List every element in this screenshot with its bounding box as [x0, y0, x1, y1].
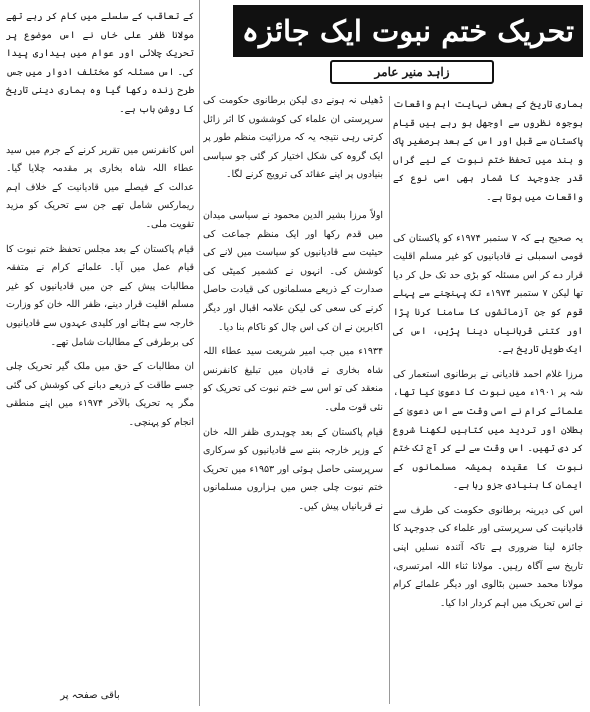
article-title: تحریک ختم نبوت ایک جائزہ — [233, 5, 583, 57]
article-column-left — [6, 8, 194, 682]
column-paragraph: اولاً مرزا بشیر الدین محمود نے سیاسی میدان میں قدم رکھا اور ایک منظم جماعت کی حیثیت سے قادیانیوں کو سیاست میں لانے کی کوشش کی۔ انہوں نے کشمیر کمیٹی کی صدارت کے ذریعے مسلمانوں کی قیادت حاصل کرنے کی سعی کی لیکن علامہ اقبال اور دیگر اکابرین نے ان کی اس چال کو ناکام بنا دیا۔ — [203, 209, 383, 333]
column-paragraph: یہ صحیح ہے کہ ۷ ستمبر ۱۹۷۴ء کو پاکستان کی قومی اسمبلی نے قادیانیوں کو غیر مسلم اقلیت قرار دے کر اس مسئلہ کو بڑی حد تک حل کر دیا تھا لیکن ۷ ستمبر ۱۹۷۴ء تک پہنچنے سے پہلے قوم کو جن آزمائشوں کا سامنا کرنا پڑا اور کتنی قربانیاں دینا پڑیں، اس کی ایک طویل تاریخ ہے۔ — [393, 232, 583, 356]
column-paragraph: مرزا غلام احمد قادیانی نے برطانوی استعمار کی شہ پر ۱۹۰۱ء میں نبوت کا دعویٰ کیا تھا، علمائے کرام نے اسی وقت سے اس دعویٰ کے بطلان اور تردید میں کتابیں لکھنا شروع کر دی تھیں۔ اس وقت سے لے کر آج تک ختم نبوت کا عقیدہ ہمیشہ مسلمانوں کے ایمان کا بنیادی جزو رہا ہے۔ — [393, 368, 583, 492]
article-column-middle — [203, 92, 383, 708]
column-paragraph: کے تعاقب کے سلسلے میں کام کر رہے تھے مولانا ظفر علی خاں نے اس موضوع پر تحریک چلائی اور عوام میں بیداری پیدا کی۔ اس مسئلہ کو مختلف ادوار میں جس طرح زندہ رکھا گیا وہ ہماری دینی تاریخ کا روشن باب ہے۔ — [6, 11, 194, 115]
column-paragraph: اس کانفرنس میں تقریر کرنے کے جرم میں سید عطاء اللہ شاہ بخاری پر مقدمہ چلایا گیا۔ عدالت کے فیصلے میں قادیانیت کے خلاف اہم ریمارکس شامل تھے جن سے تحریک کو مزید تقویت ملی۔ — [6, 144, 194, 230]
author-byline: زاہد منیر عامر — [330, 60, 494, 84]
column-divider — [389, 96, 390, 704]
column-paragraph: قیام پاکستان کے بعد چوہدری ظفر اللہ خان کے وزیر خارجہ بننے سے قادیانیوں کو سرکاری سرپرستی حاصل ہوئی اور ۱۹۵۳ء میں تحریک ختم نبوت چلی جس میں ہزاروں مسلمانوں نے قربانیاں پیش کیں۔ — [203, 426, 383, 512]
column-paragraph: ڈھیلی نہ ہونے دی لیکن برطانوی حکومت کی سرپرستی ان علماء کی کوششوں کا اثر زائل کرتی رہی نتیجہ یہ کہ مرزائیت منظم طور پر ایک گروہ کی شکل اختیار کر گئی جو سیاسی بنیادوں پر اپنے عقائد کی ترویج کرنے لگا۔ — [203, 95, 383, 181]
article-column-right — [393, 96, 583, 708]
column-divider — [199, 0, 200, 706]
continued-note: باقی صفحہ پر — [60, 690, 120, 701]
column-paragraph: ۱۹۳۴ء میں جب امیر شریعت سید عطاء اللہ شاہ بخاری نے قادیان میں تبلیغ کانفرنس منعقد کی تو اس سے ختم نبوت کی تحریک کو نئی قوت ملی۔ — [203, 346, 383, 413]
column-paragraph: قیام پاکستان کے بعد مجلس تحفظ ختم نبوت کا قیام عمل میں آیا۔ علمائے کرام نے متفقہ مطالبات پیش کیے جن میں قادیانیوں کو غیر مسلم اقلیت قرار دینے، ظفر اللہ خان کو وزارت خارجہ سے ہٹانے اور کلیدی عہدوں سے قادیانیوں کی برطرفی کے مطالبات شامل تھے۔ — [6, 243, 194, 348]
column-paragraph: ان مطالبات کے حق میں ملک گیر تحریک چلی جسے طاقت کے ذریعے دبانے کی کوشش کی گئی مگر یہ تحریک بالآخر ۱۹۷۴ء میں اپنے منطقی انجام کو پہنچی۔ — [6, 361, 194, 428]
column-paragraph: ہماری تاریخ کے بعض نہایت اہم واقعات بوجوہ نظروں سے اوجھل ہو رہے ہیں قیام پاکستان سے قبل اور اس کے بعد برصغیر پاک و ہند میں تحفظ ختم نبوت کے لیے گراں قدر جدوجہد کا شمار بھی اسی نوع کے واقعات میں ہوتا ہے۔ — [393, 99, 583, 203]
column-paragraph: اس کی دیرینہ برطانوی حکومت کی طرف سے قادیانیت کی سرپرستی اور علماء کی جدوجہد کا جائزہ لینا ضروری ہے تاکہ آئندہ نسلیں اپنی تاریخ سے آگاہ رہیں۔ مولانا ثناء اللہ امرتسری، مولانا محمد حسین بٹالوی اور دیگر علمائے کرام نے اس تحریک میں اہم کردار ادا کیا۔ — [393, 504, 583, 609]
